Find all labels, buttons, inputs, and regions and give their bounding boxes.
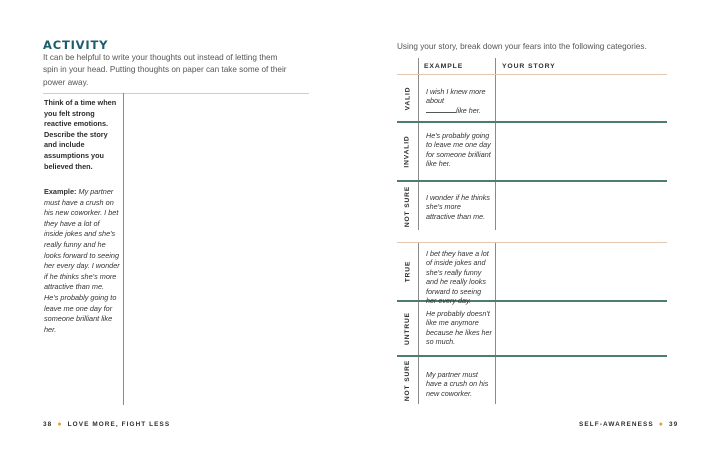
example-text: My partner must have a crush on his new coworker. I bet they have a lot of inside jokes and she's really funny and he looks forward to seeing her every day. I wonder if he thinks she's more attractive than me. He's probably going to leave me one day for someone brilliant like her.	[44, 187, 120, 334]
column-divider-story-2	[495, 242, 496, 404]
bullet-icon: ●	[658, 421, 665, 428]
example-cell-untrue: He probably doesn't like me anymore because he likes her so much.	[426, 309, 492, 347]
right-page	[354, 0, 708, 455]
table1-top-rule	[397, 74, 667, 75]
row-divider	[397, 121, 667, 123]
writing-prompt: Think of a time when you felt strong reactive emotions. Describe the story and include assumptions you believed then.	[44, 98, 117, 171]
row-label-not-sure-2: NOT SURE	[404, 359, 411, 402]
table2-top-rule	[397, 242, 667, 243]
row-label-valid: VALID	[404, 86, 412, 110]
instruction-text: Using your story, break down your fears into the following categories.	[397, 42, 647, 51]
column-divider-label-2	[418, 242, 419, 404]
example-cell-text: I wish I knew more about	[426, 87, 486, 106]
row-divider	[397, 180, 667, 182]
example-cell-invalid: He's probably going to leave me one day for someone brilliant like her.	[426, 131, 491, 169]
column-divider-label	[418, 58, 419, 230]
column-header-example: EXAMPLE	[424, 63, 464, 70]
row-label-not-sure: NOT SURE	[404, 185, 411, 227]
left-running-title: LOVE MORE, FIGHT LESS	[67, 421, 171, 428]
worksheet-top-rule	[43, 93, 309, 94]
left-page-number: 38	[43, 421, 53, 428]
example-cell-not-sure: I wonder if he thinks she's more attractive than me.	[426, 193, 490, 221]
activity-heading: ACTIVITY	[43, 38, 109, 52]
example-block	[44, 187, 120, 335]
example-cell-true: I bet they have a lot of inside jokes and she's really funny and he really looks forward to seeing her every day.	[426, 249, 489, 306]
row-label-invalid: INVALID	[404, 135, 411, 168]
right-footer	[579, 421, 678, 428]
right-page-number: 39	[669, 421, 679, 428]
row-divider	[397, 355, 667, 357]
worksheet-divider	[123, 93, 124, 405]
column-divider-story	[495, 58, 496, 230]
example-cell-not-sure-2: My partner must have a crush on his new coworker.	[426, 370, 489, 398]
right-running-title: SELF-AWARENESS	[579, 421, 654, 428]
example-label: Example:	[44, 187, 77, 196]
example-cell-text: like her.	[456, 105, 481, 115]
bullet-icon: ●	[57, 421, 63, 428]
row-label-untrue: UNTRUE	[404, 312, 411, 345]
left-footer	[43, 421, 170, 428]
fill-in-blank	[426, 107, 456, 113]
intro-text: It can be helpful to write your thoughts out instead of letting them spin in your head. Putting thoughts on paper can take some of their power away.	[43, 53, 287, 87]
example-cell-valid	[426, 87, 492, 115]
column-header-your-story: YOUR STORY	[502, 63, 556, 70]
row-label-true: TRUE	[404, 260, 411, 283]
